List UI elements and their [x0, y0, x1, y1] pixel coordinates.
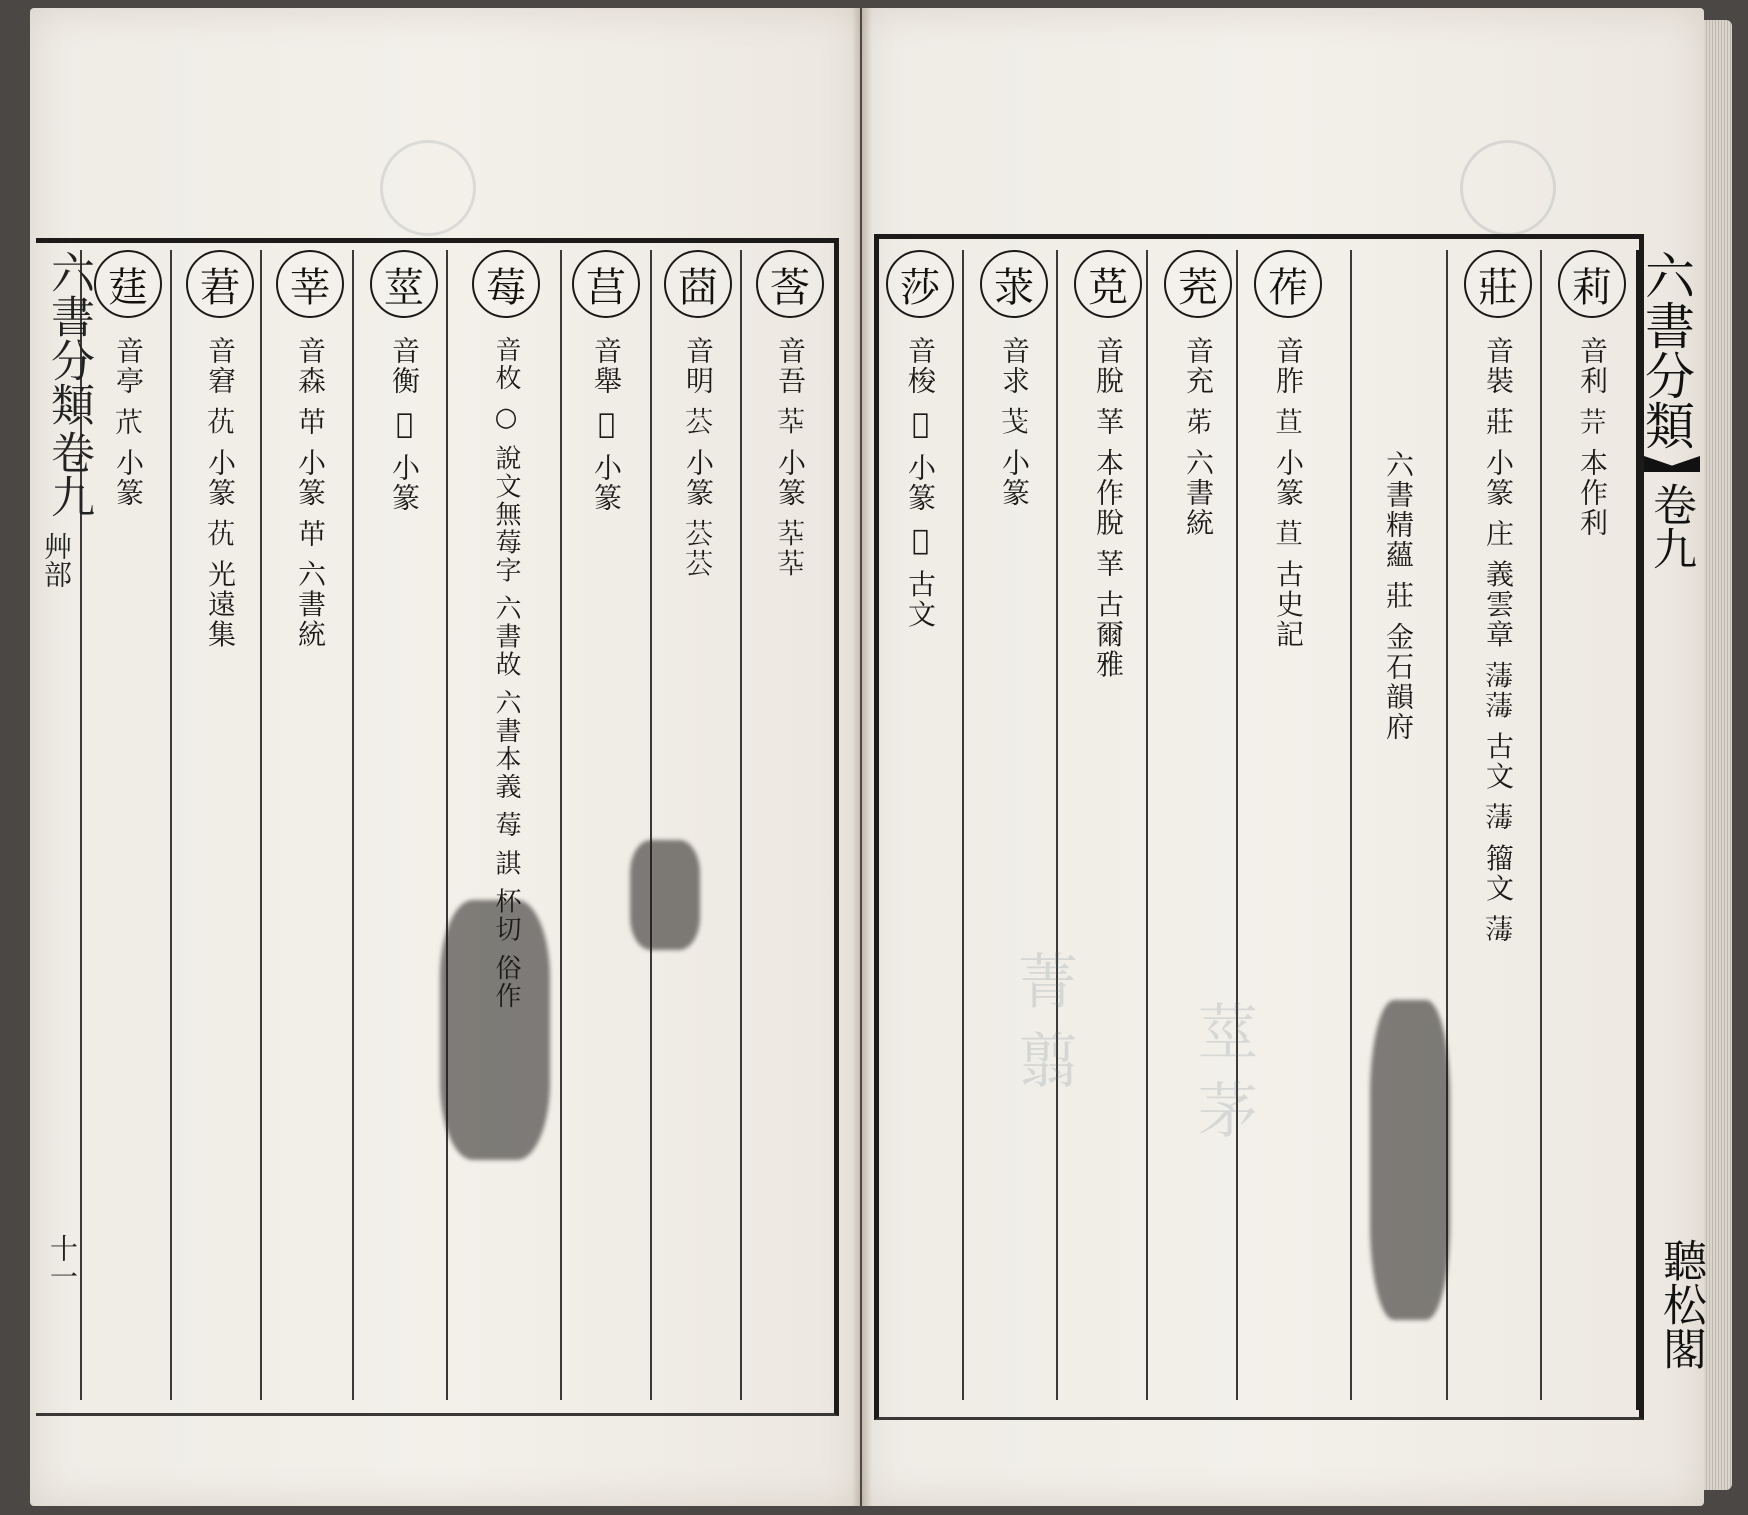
dictionary-entry: [878, 250, 962, 1236]
dictionary-entry-continuation: [1356, 250, 1440, 1350]
dictionary-entry: [178, 250, 262, 1236]
dictionary-entry: [564, 250, 648, 1236]
book-gutter: [852, 8, 872, 1506]
faded-seal-mark: [1460, 140, 1556, 236]
entry-head-character: 茺: [1164, 250, 1232, 318]
entry-text: 音窘 𦬖 小篆 𦬖 光遠集: [204, 336, 237, 650]
column-divider: [170, 250, 172, 1400]
dictionary-entry: [456, 250, 556, 1236]
entry-text: 音森 𦬕 小篆 𦬕 六書統: [294, 336, 327, 650]
left-margin-title: 六書分類: [43, 250, 94, 426]
column-divider: [446, 250, 448, 1400]
entry-text: 音裝 莊 小篆 庄 義雲章 𦺇𦺇 古文 𦺇 籀文 𦺇: [1482, 336, 1515, 945]
dictionary-entry: [656, 250, 740, 1236]
dictionary-entry: [1246, 250, 1330, 1236]
entry-text: 音舉 𦬐 小篆: [590, 336, 623, 513]
entry-text: 音充 𦬷 六書統: [1182, 336, 1215, 538]
dictionary-entry: [268, 250, 352, 1236]
column-divider: [1540, 250, 1542, 1400]
entry-text: 音梭 𦯿 小篆 𦯿 古文: [904, 336, 937, 630]
dictionary-entry: [1456, 250, 1540, 1236]
entry-head-character: 莔: [664, 250, 732, 318]
column-divider: [740, 250, 742, 1400]
column-divider: [1056, 250, 1058, 1400]
column-divider: [1350, 250, 1352, 1400]
entry-head-character: 莙: [186, 250, 254, 318]
column-divider: [352, 250, 354, 1400]
book-title: 六書分類: [1637, 250, 1695, 450]
entry-head-character: 莘: [276, 250, 344, 318]
entry-head-character: 莋: [1254, 250, 1322, 318]
bleed-through-text: 莖 茅: [1188, 1000, 1258, 1140]
entry-text: 音脫 𦭵 本作脫 𦭵 古爾雅: [1092, 336, 1125, 680]
left-margin-section: 艸部: [40, 532, 73, 588]
column-divider: [650, 250, 652, 1400]
entry-text: 音利 𦬟 本作利: [1576, 336, 1609, 538]
dictionary-entry: [1066, 250, 1150, 1236]
left-block-center-strip: [36, 250, 94, 1410]
folio-number: 十一: [46, 1234, 79, 1290]
entry-head-character: 莎: [886, 250, 954, 318]
entry-head-character: 莛: [94, 250, 162, 318]
entry-text: 音亭 𦬔 小篆: [112, 336, 145, 508]
faded-seal-mark: [380, 140, 476, 236]
bleed-through-text: 菁 翦: [1008, 950, 1078, 1090]
entry-text: 音胙 𦬹 小篆 𦬹 古史記: [1272, 336, 1305, 650]
entry-head-character: 莟: [756, 250, 824, 318]
dictionary-entry: [1550, 250, 1634, 1236]
entry-text: 音吾 𦬡 小篆 𦬡𦬡: [774, 336, 807, 579]
dictionary-entry: [748, 250, 832, 1236]
entry-head-character: 莊: [1464, 250, 1532, 318]
fish-tail-mark: [1644, 456, 1700, 472]
entry-head-character: 莖: [370, 250, 438, 318]
entry-head-character: 莌: [1074, 250, 1142, 318]
publisher-name: 聽松閣: [1655, 1238, 1706, 1370]
left-margin-volume: 卷九: [43, 430, 94, 518]
dictionary-entry: [972, 250, 1056, 1236]
dictionary-entry: [362, 250, 446, 1236]
dictionary-entry: [1156, 250, 1240, 1236]
entry-text: 音枚 ○ 說文無莓字 六書故 六書本義 莓 諆 杯切 俗作: [491, 336, 521, 1011]
entry-text: 音明 𦬘 小篆 𦬘𦬘: [682, 336, 715, 579]
entry-text: 六書精蘊 莊 金石韻府: [1382, 450, 1415, 742]
entry-head-character: 莓: [472, 250, 540, 318]
column-divider: [962, 250, 964, 1400]
entry-head-character: 莒: [572, 250, 640, 318]
title-column: [1636, 250, 1704, 1410]
column-divider: [560, 250, 562, 1400]
entry-head-character: 莍: [980, 250, 1048, 318]
entry-head-character: 莉: [1558, 250, 1626, 318]
entry-text: 音求 𦬗 小篆: [998, 336, 1031, 508]
entry-text: 音衡 𦬒 小篆: [388, 336, 421, 513]
volume-label: 卷九: [1645, 482, 1696, 570]
